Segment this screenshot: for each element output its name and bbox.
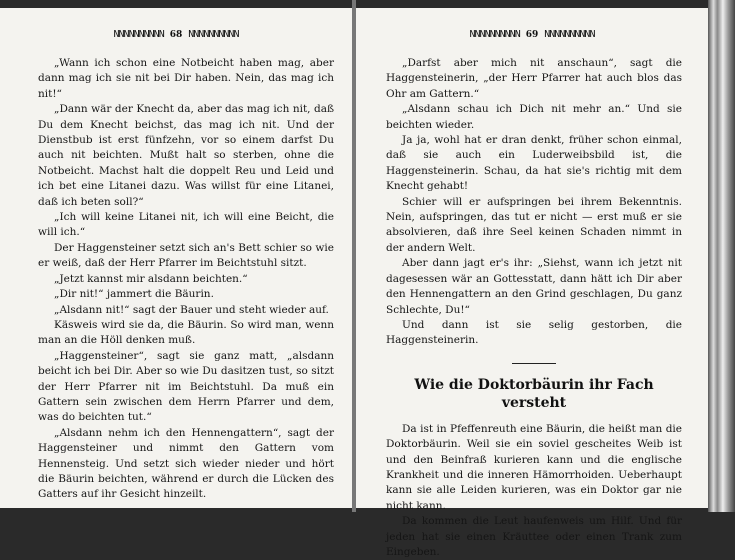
header-ornament: NNNNNNNNNN [469, 29, 520, 40]
page-number: 68 [169, 30, 183, 40]
paragraph: Der Haggensteiner setzt sich an's Bett schier so wie er weiß, daß der Herr Pfarrer im Beichtstuhl sitzt. [38, 241, 334, 270]
paragraph: „Ich will keine Litanei nit, ich will eine Beicht, die will ich.“ [38, 211, 334, 239]
paragraph: „Alsdann nehm ich den Hennengattern“, sagt der Haggensteiner und nimmt den Gattern vom Hennensteig. Und setzt sich wieder nieder und hört die Bäurin beichten, während er durch die Lücken des Gatters auf ihr Gesicht hinzeilt. [38, 426, 334, 501]
paragraph: „Alsdann nit!“ sagt der Bauer und steht wieder auf. [54, 303, 329, 316]
paragraph: „Haggensteiner“, sagt sie ganz matt, „alsdann beicht ich bei Dir. Aber so wie Du dasitzen tust, so sitzt der Herr Pfarrer nit im Beichtstuhl. Da muß ein Gattern sein zwischen dem Herrn Pfarrer und dem, was do beichten tut.“ [38, 349, 334, 424]
paragraph: „Dann wär der Knecht da, aber das mag ich nit, daß Du dem Knecht beichst, das mag ich nit. Und der Dienstbub ist erst fünfzehn, vor so einem darfst Du auch nit beichten. Mußt halt so sterben, ohne die Notbeicht. Machst halt die doppelt Reu und Leid und ich bet eine Litanei dazu. Was willst für eine Litanei, daß ich beten soll?“ [38, 103, 334, 208]
paragraph: Da ist in Pfeffenreuth eine Bäurin, die heißt man die Doktorbäurin. Weil sie ein soviel gescheites Weib ist und den Beinfraß kurieren kann und die englische Krankheit und die inneren Hämorrhoiden. Ueberhaupt kann sie alle Leiden kurieren, was ein Doktor gar nie nicht kann. [386, 422, 682, 512]
header-ornament: NNNNNNNNNN [113, 29, 164, 40]
paragraph: Käsweis wird sie da, die Bäurin. So wird man, wenn man an die Höll denken muß. [38, 318, 334, 347]
page-number: 69 [525, 30, 539, 40]
header-ornament: NNNNNNNNNN [544, 29, 595, 40]
paragraph: Ja ja, wohl hat er dran denkt, früher schon einmal, daß sie auch ein Luderweibsbild ist, die Haggensteinerin. Schau, da hat sie's richtig mit dem Knecht gehabt! [386, 134, 682, 193]
header-ornament: NNNNNNNNNN [188, 29, 239, 40]
paragraph: Aber dann jagt er's ihr: „Siehst, wann ich jetzt nit dagesessen wär an Gottesstatt, dann hätt ich Dir aber den Hennengattern an den Grind geschlagen, Du ganz Schlechte, Du!“ [386, 257, 682, 316]
left-page [0, 8, 352, 508]
right-page [356, 8, 708, 558]
page-edge-stack [708, 0, 735, 512]
paragraph: „Darfst aber mich nit anschaun“, sagt die Haggensteinerin, „der Herr Pfarrer hat auch blos das Ohr am Gattern.“ [386, 57, 682, 100]
paragraph: Da kommen die Leut haufenweis um Hilf. Und für jeden hat sie einen Kräuttee oder einen Trank zum Eingeben. [386, 515, 682, 558]
chapter-heading: Wie die Doktorbäurin ihr Fach versteht [414, 376, 654, 411]
paragraph: „Jetzt kannst mir alsdann beichten.“ [54, 272, 248, 285]
right-page-header [356, 28, 708, 42]
section-divider [512, 363, 556, 364]
paragraph: „Dir nit!“ jammert die Bäurin. [54, 288, 214, 301]
paragraph: Und dann ist sie selig gestorben, die Haggensteinerin. [386, 318, 682, 347]
paragraph: „Alsdann schau ich Dich nit mehr an.“ Und sie beichten wieder. [386, 103, 682, 131]
left-page-body [38, 56, 334, 503]
left-page-header [0, 28, 352, 42]
right-page-body [386, 56, 682, 560]
paragraph: „Wann ich schon eine Notbeicht haben mag, aber dann mag ich sie nit bei Dir haben. Nein, das mag ich nit!“ [38, 57, 334, 100]
paragraph: Schier will er aufspringen bei ihrem Bekenntnis. Nein, aufspringen, das tut er nicht — erst muß er sie absolvieren, daß ihre Seel keinen Schaden nimmt in der andern Welt. [386, 195, 682, 254]
